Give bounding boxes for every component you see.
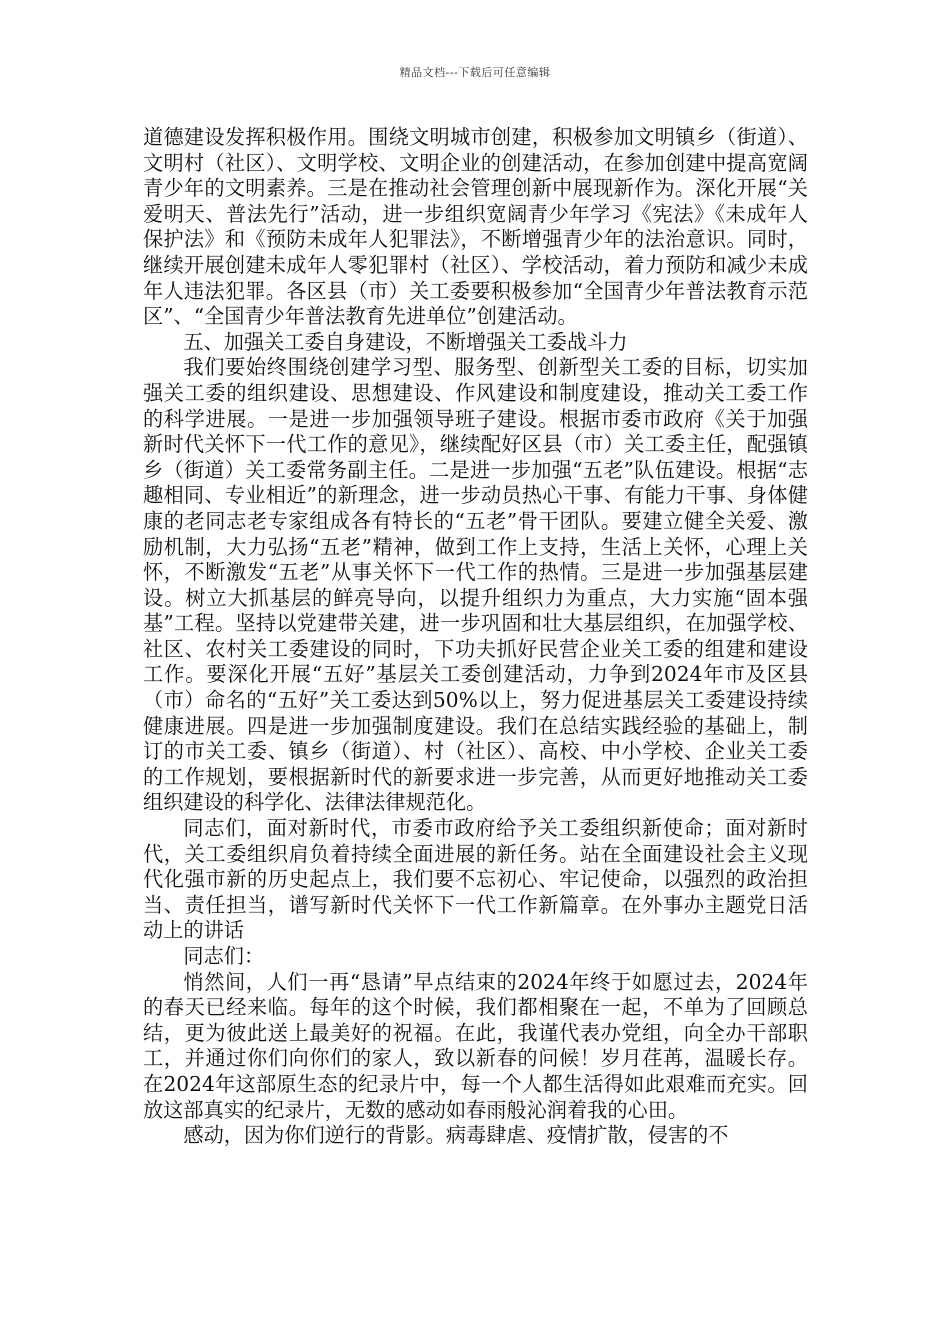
salutation: 同志们： bbox=[183, 944, 265, 968]
paragraph-3: 同志们，面对新时代，市委市政府给予关工委组织新使命；面对新时代，关工委组织肩负着持续全面进展的新任务。站在全面建设社会主义现代化强市新的历史起点上，我们要不忘初心、牢记使命，以强烈的政治担当、责任担当，谱写新时代关怀下一代工作新篇章。在外事办主题党日活动上的讲话 bbox=[143, 816, 808, 943]
section-heading: 五、加强关工委自身建设，不断增强关工委战斗力 bbox=[183, 329, 628, 354]
paragraph-2: 我们要始终围绕创建学习型、服务型、创新型关工委的目标，切实加强关工委的组织建设、思想建设、作风建设和制度建设，推动关工委工作的科学进展。一是进一步加强领导班子建设。根据市委市政府《关于加强新时代关怀下一代工作的意见》，继续配好区县（市）关工委主任，配强镇乡（街道）关工委常务副主任。二是进一步加强“五老”队伍建设。根据“志趣相同、专业相近”的新理念，进一步动员热心干事、有能力干事、身体健康的老同志老专家组成各有特长的“五老”骨干团队。要建立健全关爱、激励机制，大力弘扬“五老”精神，做到工作上支持，生活上关怀，心理上关怀，不断激发“五老”从事关怀下一代工作的热情。三是进一步加强基层建设。树立大抓基层的鲜亮导向，以提升组织力为重点，大力实施“固本强基”工程。坚持以党建带关建，进一步巩固和壮大基层组织，在加强学校、社区、农村关工委建设的同时，下功夫抓好民营企业关工委的组建和建设工作。要深化开展“五好”基层关工委创建活动，力争到2024年市及区县（市）命名的“五好”关工委达到50%以上，努力促进基层关工委建设持续健康进展。四是进一步加强制度建设。我们在总结实践经验的基础上，制订的市关工委、镇乡（街道）、村（社区）、高校、中小学校、企业关工委的工作规划，要根据新时代的新要求进一步完善，从而更好地推动关工委组织建设的科学化、法律法律规范化。 bbox=[143, 355, 808, 815]
paragraph-1: 道德建设发挥积极作用。围绕文明城市创建，积极参加文明镇乡（街道）、文明村（社区）、文明学校、文明企业的创建活动，在参加创建中提高宽阔青少年的文明素养。三是在推动社会管理创新中展现新作为。深化开展“关爱明天、普法先行”活动，进一步组织宽阔青少年学习《宪法》《未成年人保护法》和《预防未成年人犯罪法》，不断增强青少年的法治意识。同时，继续开展创建未成年人零犯罪村（社区）、学校活动，着力预防和减少未成年人违法犯罪。各区县（市）关工委要积极参加“全国青少年普法教育示范区”、“全国青少年普法教育先进单位”创建活动。 bbox=[143, 125, 808, 329]
paragraph-5: 感动，因为你们逆行的背影。病毒肆虐、疫情扩散，侵害的不 bbox=[183, 1123, 729, 1148]
page-header: 精品文档---下载后可任意编辑 bbox=[399, 66, 551, 79]
document-body bbox=[143, 125, 808, 1149]
paragraph-4: 悄然间，人们一再“恳请”早点结束的2024年终于如愿过去，2024年的春天已经来临。每年的这个时候，我们都相聚在一起，不单为了回顾总结，更为彼此送上最美好的祝福。在此，我谨代表办党组，向全办干部职工，并通过你们向你们的家人，致以新春的问候！岁月荏苒，温暖长存。在2024年这部原生态的纪录片中，每一个人都生活得如此艰难而充实。回放这部真实的纪录片，无数的感动如春雨般沁润着我的心田。 bbox=[143, 969, 808, 1122]
